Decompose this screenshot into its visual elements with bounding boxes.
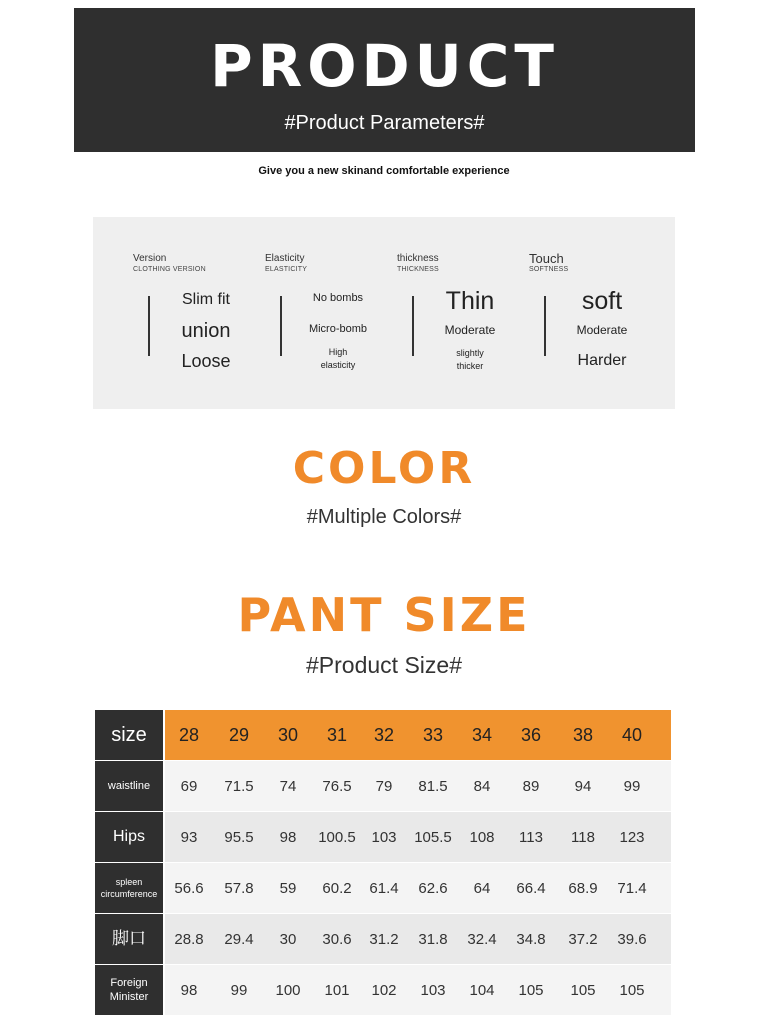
- param-option: Loose: [181, 351, 231, 371]
- table-cell: 57.8: [224, 879, 254, 897]
- param-option: union: [181, 320, 231, 342]
- table-cell: 98: [180, 981, 198, 999]
- table-cell: 61.4: [369, 879, 399, 897]
- table-cell: 105.5: [414, 828, 452, 846]
- table-cell: 105: [518, 981, 544, 999]
- param-elasticity: [257, 217, 389, 409]
- row-label: 脚口: [95, 914, 163, 964]
- table-cell: 30: [279, 930, 297, 948]
- param-option: High elasticity: [320, 347, 356, 370]
- product-banner: [74, 8, 695, 152]
- param-touch: [521, 217, 653, 409]
- size-header-cell: 38: [572, 724, 594, 745]
- table-cell: 100.5: [318, 828, 356, 846]
- table-row: [95, 863, 671, 913]
- table-row: [95, 812, 671, 862]
- table-cell: 95.5: [224, 828, 254, 846]
- table-row: [95, 914, 671, 964]
- color-section-subtitle: #Multiple Colors#: [306, 506, 462, 528]
- param-option: soft: [581, 287, 623, 315]
- table-cell: 76.5: [322, 777, 352, 795]
- param-caps-label: THICKNESS: [397, 266, 439, 273]
- param-header: [397, 253, 439, 275]
- table-cell: 34.8: [516, 930, 546, 948]
- table-cell: 37.2: [568, 930, 598, 948]
- row-label: Foreign Minister: [95, 965, 163, 1015]
- table-cell: 39.6: [617, 930, 647, 948]
- table-cell: 99: [623, 777, 641, 795]
- row-cells: [165, 863, 671, 913]
- size-header-label: size: [95, 710, 163, 760]
- table-cell: 68.9: [568, 879, 598, 897]
- table-cell: 118: [571, 828, 595, 846]
- table-cell: 29.4: [224, 930, 254, 948]
- row-cells: [165, 761, 671, 811]
- table-cell: 31.8: [418, 930, 448, 948]
- table-cell: 28.8: [174, 930, 204, 948]
- table-cell: 102: [371, 981, 397, 999]
- row-cells: [165, 812, 671, 862]
- table-cell: 113: [519, 828, 543, 846]
- table-cell: 31.2: [369, 930, 399, 948]
- size-header-cell: 31: [326, 724, 348, 745]
- size-table-header-row: [95, 710, 671, 760]
- table-cell: 74: [279, 777, 297, 795]
- table-cell: 99: [230, 981, 248, 999]
- table-cell: 62.6: [418, 879, 448, 897]
- row-label: spleen circumference: [95, 863, 163, 913]
- table-cell: 98: [279, 828, 297, 846]
- size-header-cell: 29: [228, 724, 250, 745]
- table-cell: 105: [619, 981, 645, 999]
- table-cell: 104: [469, 981, 495, 999]
- table-cell: 64: [473, 879, 491, 897]
- param-header: [529, 253, 568, 275]
- param-header: [133, 253, 206, 275]
- table-cell: 108: [469, 828, 495, 846]
- table-cell: 101: [324, 981, 350, 999]
- table-cell: 81.5: [418, 777, 448, 795]
- size-header-cell: 40: [621, 724, 643, 745]
- table-cell: 30.6: [322, 930, 352, 948]
- size-header-cell: 32: [373, 724, 395, 745]
- table-cell: 123: [619, 828, 645, 846]
- table-cell: 100: [275, 981, 301, 999]
- size-header-cell: 33: [422, 724, 444, 745]
- param-option: Slim fit: [182, 291, 230, 308]
- size-header-cell: 36: [520, 724, 542, 745]
- param-divider: [148, 296, 150, 356]
- param-version: [125, 217, 257, 409]
- size-header-cells: [165, 710, 671, 760]
- banner-title: PRODUCT: [210, 32, 559, 100]
- table-cell: 59: [279, 879, 297, 897]
- table-row: [95, 965, 671, 1015]
- banner-subtitle: #Product Parameters#: [284, 112, 485, 134]
- param-label: Touch: [529, 251, 564, 266]
- param-caps-label: SOFTNESS: [529, 266, 569, 273]
- param-option: Moderate: [444, 323, 496, 337]
- size-section-title: PANT SIZE: [237, 588, 531, 642]
- row-cells: [165, 965, 671, 1015]
- table-row: [95, 761, 671, 811]
- product-parameters-panel: [93, 217, 675, 409]
- table-cell: 71.4: [617, 879, 647, 897]
- table-cell: 103: [371, 828, 397, 846]
- tagline: Give you a new skinand comfortable experience: [258, 165, 510, 177]
- param-option: Moderate: [576, 323, 628, 337]
- table-cell: 79: [375, 777, 393, 795]
- param-divider: [544, 296, 546, 356]
- size-header-cell: 30: [277, 724, 299, 745]
- param-divider: [412, 296, 414, 356]
- table-cell: 71.5: [224, 777, 254, 795]
- param-thickness: [389, 217, 521, 409]
- table-cell: 69: [180, 777, 198, 795]
- table-cell: 89: [522, 777, 540, 795]
- size-header-cell: 28: [178, 724, 200, 745]
- table-cell: 105: [570, 981, 596, 999]
- param-divider: [280, 296, 282, 356]
- param-option: Harder: [577, 352, 627, 369]
- param-header: [265, 253, 307, 275]
- param-option: slightly thicker: [456, 348, 484, 371]
- table-cell: 103: [420, 981, 446, 999]
- table-cell: 56.6: [174, 879, 204, 897]
- table-cell: 60.2: [322, 879, 352, 897]
- row-label: Hips: [95, 812, 163, 862]
- size-header-cell: 34: [471, 724, 493, 745]
- table-cell: 93: [180, 828, 198, 846]
- param-option: No bombs: [312, 292, 364, 304]
- row-label: waistline: [95, 761, 163, 811]
- param-label: Version: [133, 253, 167, 264]
- param-label: thickness: [397, 253, 439, 264]
- param-label: Elasticity: [265, 253, 305, 264]
- size-section-subtitle: #Product Size#: [306, 652, 462, 678]
- param-option: Micro-bomb: [308, 323, 368, 335]
- color-section-title: COLOR: [292, 443, 476, 494]
- row-cells: [165, 914, 671, 964]
- param-caps-label: ELASTICITY: [265, 266, 308, 273]
- table-cell: 94: [574, 777, 592, 795]
- param-option: Thin: [445, 287, 495, 315]
- param-caps-label: CLOTHING VERSION: [133, 266, 206, 273]
- table-cell: 84: [473, 777, 491, 795]
- table-cell: 66.4: [516, 879, 546, 897]
- table-cell: 32.4: [467, 930, 497, 948]
